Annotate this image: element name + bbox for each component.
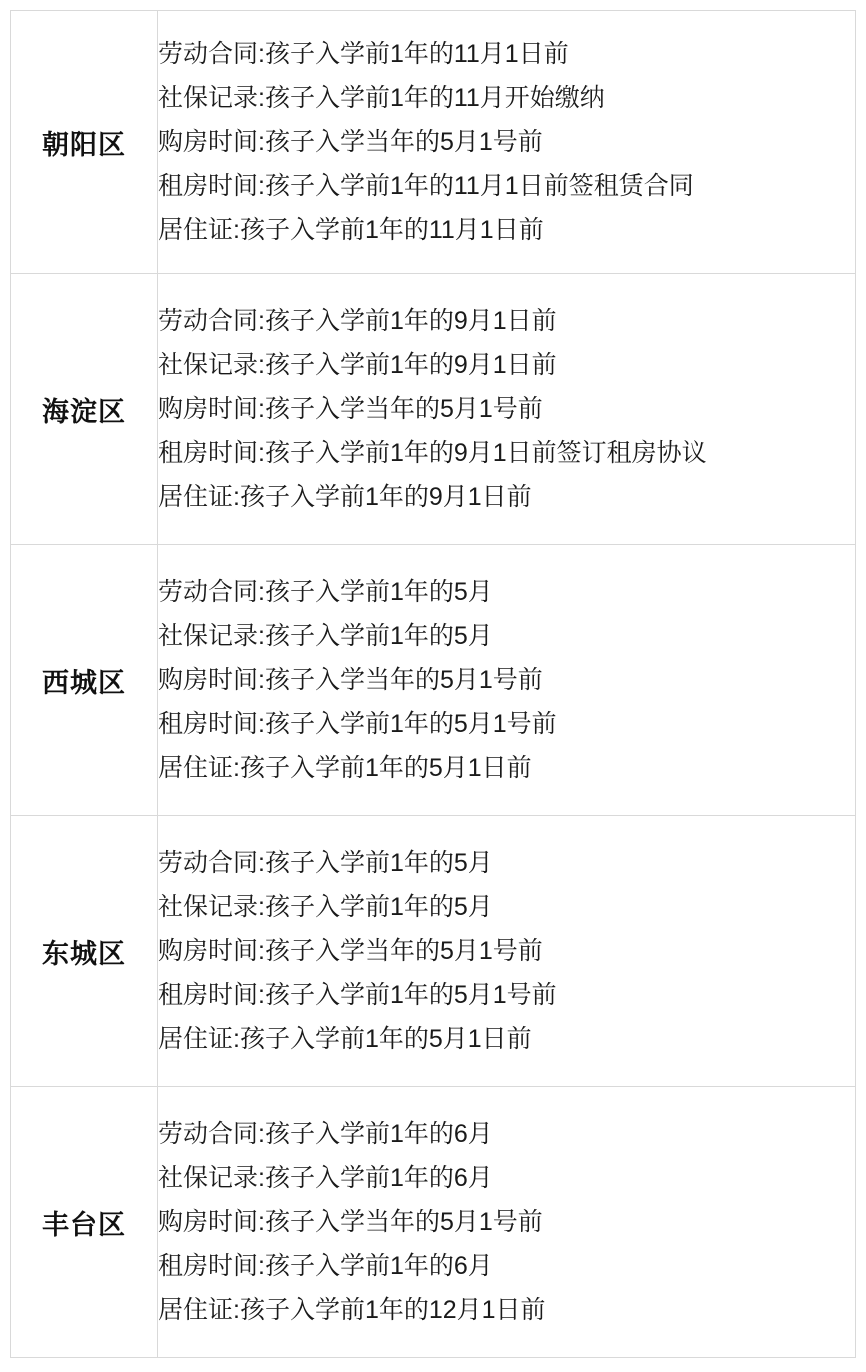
detail-line: 购房时间:孩子入学当年的5月1号前 (158, 128, 543, 156)
detail-line: 劳动合同:孩子入学前1年的9月1日前 (158, 307, 557, 335)
detail-line: 劳动合同:孩子入学前1年的5月 (158, 578, 493, 606)
detail-line: 社保记录:孩子入学前1年的5月 (158, 622, 493, 650)
district-name-cell: 海淀区 (11, 274, 158, 545)
detail-line: 社保记录:孩子入学前1年的11月开始缴纳 (158, 84, 605, 112)
detail-line: 社保记录:孩子入学前1年的6月 (158, 1164, 493, 1192)
district-detail-cell (158, 1087, 856, 1358)
district-detail-cell (158, 816, 856, 1087)
detail-line: 居住证:孩子入学前1年的11月1日前 (158, 216, 544, 244)
detail-line: 居住证:孩子入学前1年的12月1日前 (158, 1296, 546, 1324)
district-detail-cell (158, 274, 856, 545)
detail-line: 购房时间:孩子入学当年的5月1号前 (158, 395, 543, 423)
table-row (11, 274, 856, 545)
table-row (11, 1087, 856, 1358)
detail-line: 租房时间:孩子入学前1年的6月 (158, 1252, 493, 1280)
detail-line: 购房时间:孩子入学当年的5月1号前 (158, 1208, 543, 1236)
detail-line: 居住证:孩子入学前1年的9月1日前 (158, 483, 532, 511)
detail-line: 购房时间:孩子入学当年的5月1号前 (158, 937, 543, 965)
detail-line: 劳动合同:孩子入学前1年的11月1日前 (158, 40, 569, 68)
detail-line: 租房时间:孩子入学前1年的9月1日前签订租房协议 (158, 439, 707, 467)
table-row (11, 545, 856, 816)
district-name-cell: 朝阳区 (11, 11, 158, 274)
district-detail-cell (158, 545, 856, 816)
district-requirements-table (10, 10, 856, 1358)
district-name-cell: 西城区 (11, 545, 158, 816)
district-name-cell: 丰台区 (11, 1087, 158, 1358)
detail-line: 居住证:孩子入学前1年的5月1日前 (158, 1025, 532, 1053)
detail-line: 租房时间:孩子入学前1年的5月1号前 (158, 981, 557, 1009)
table-row (11, 11, 856, 274)
detail-line: 劳动合同:孩子入学前1年的6月 (158, 1120, 493, 1148)
detail-line: 社保记录:孩子入学前1年的5月 (158, 893, 493, 921)
district-detail-cell (158, 11, 856, 274)
detail-line: 租房时间:孩子入学前1年的5月1号前 (158, 710, 557, 738)
table-row (11, 816, 856, 1087)
detail-line: 购房时间:孩子入学当年的5月1号前 (158, 666, 543, 694)
district-name-cell: 东城区 (11, 816, 158, 1087)
document-body (0, 10, 866, 1372)
detail-line: 社保记录:孩子入学前1年的9月1日前 (158, 351, 557, 379)
detail-line: 租房时间:孩子入学前1年的11月1日前签租赁合同 (158, 172, 694, 200)
detail-line: 居住证:孩子入学前1年的5月1日前 (158, 754, 532, 782)
detail-line: 劳动合同:孩子入学前1年的5月 (158, 849, 493, 877)
